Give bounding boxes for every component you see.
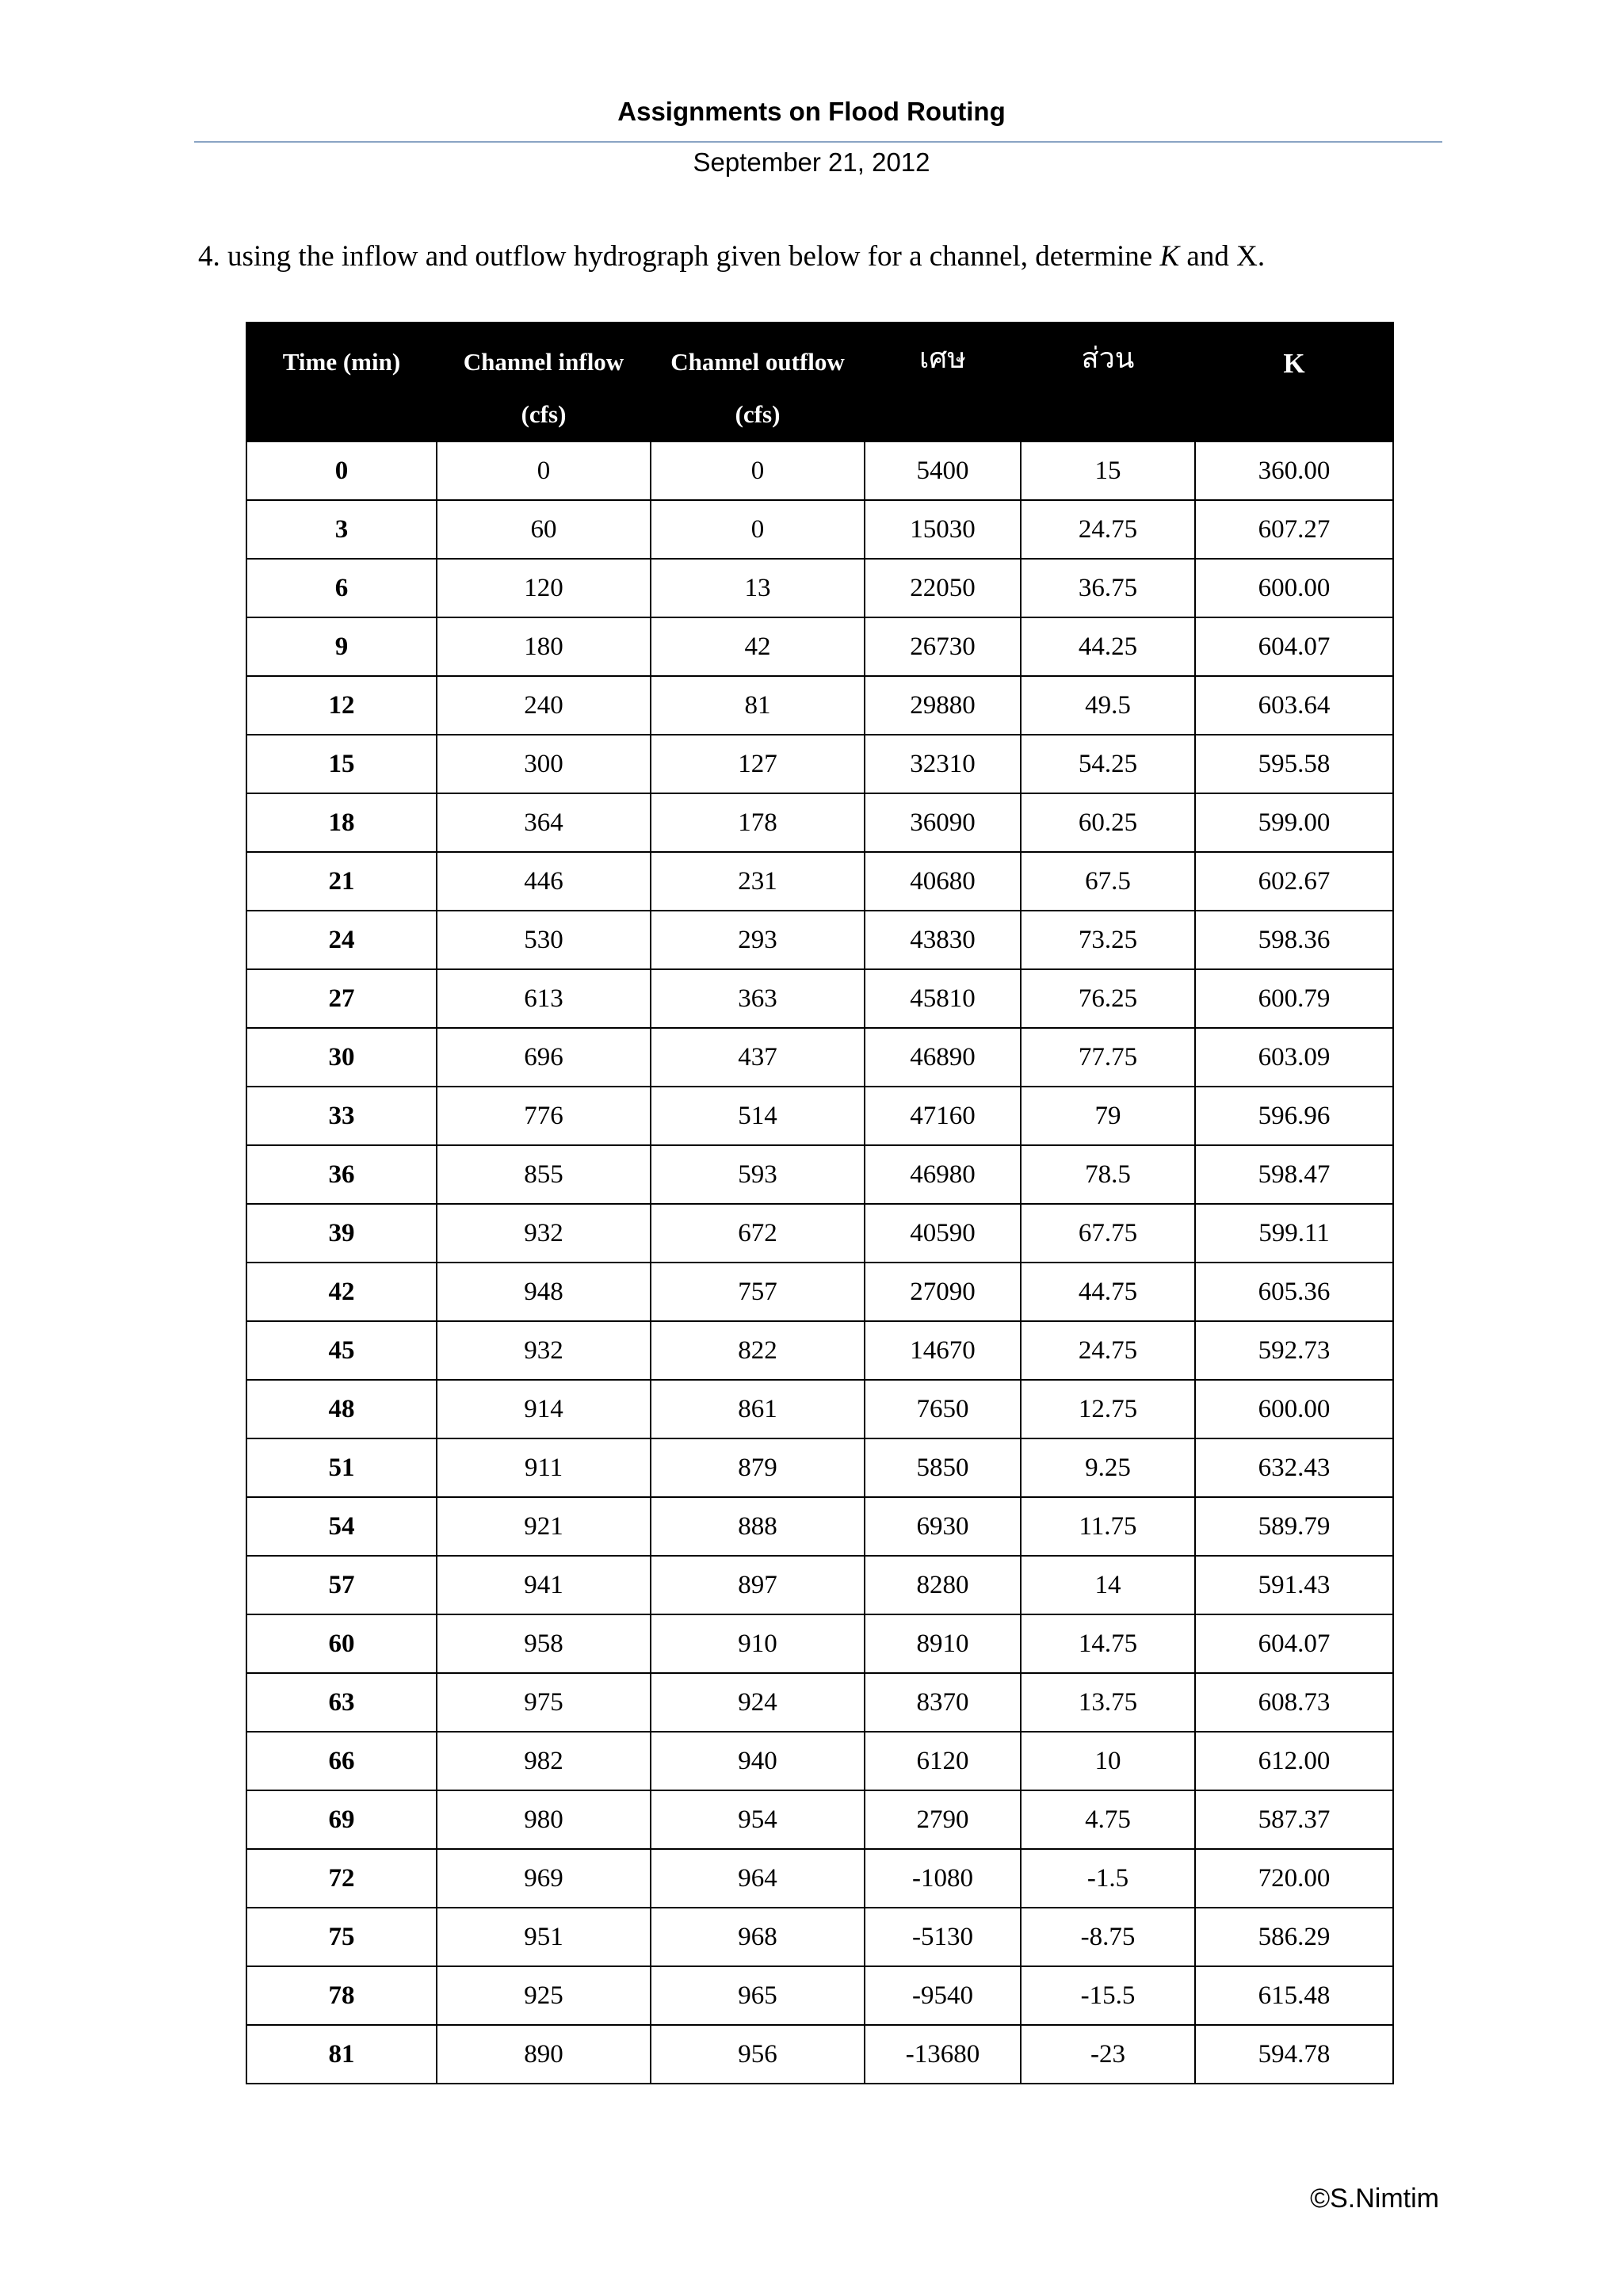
cell-denominator: 24.75 [1021, 500, 1195, 559]
table-row [246, 441, 1393, 500]
question-k-symbol: K [1159, 240, 1180, 273]
cell-k: 615.48 [1195, 1966, 1393, 2025]
cell-inflow: 980 [437, 1790, 651, 1849]
cell-denominator: -23 [1021, 2025, 1195, 2084]
cell-time: 30 [246, 1028, 437, 1087]
cell-denominator: 67.5 [1021, 852, 1195, 911]
cell-time: 6 [246, 559, 437, 617]
cell-inflow: 776 [437, 1087, 651, 1145]
table-row [246, 852, 1393, 911]
cell-numerator: -9540 [865, 1966, 1021, 2025]
column-header-inflow: Channel inflow (cfs) [437, 322, 651, 441]
cell-outflow: 954 [651, 1790, 865, 1849]
cell-inflow: 613 [437, 969, 651, 1028]
cell-numerator: 8370 [865, 1673, 1021, 1732]
cell-k: 587.37 [1195, 1790, 1393, 1849]
cell-inflow: 60 [437, 500, 651, 559]
cell-time: 69 [246, 1790, 437, 1849]
cell-outflow: 879 [651, 1438, 865, 1497]
cell-time: 18 [246, 793, 437, 852]
cell-numerator: 6930 [865, 1497, 1021, 1556]
cell-time: 78 [246, 1966, 437, 2025]
cell-time: 48 [246, 1380, 437, 1438]
header-divider [194, 141, 1442, 143]
cell-k: 608.73 [1195, 1673, 1393, 1732]
cell-time: 81 [246, 2025, 437, 2084]
cell-numerator: 27090 [865, 1263, 1021, 1321]
cell-outflow: 178 [651, 793, 865, 852]
cell-numerator: 40680 [865, 852, 1021, 911]
cell-denominator: 13.75 [1021, 1673, 1195, 1732]
cell-time: 12 [246, 676, 437, 735]
cell-numerator: 5400 [865, 441, 1021, 500]
cell-inflow: 925 [437, 1966, 651, 2025]
table-row [246, 1204, 1393, 1263]
cell-k: 612.00 [1195, 1732, 1393, 1790]
table-row [246, 969, 1393, 1028]
cell-numerator: 5850 [865, 1438, 1021, 1497]
cell-numerator: 14670 [865, 1321, 1021, 1380]
cell-k: 605.36 [1195, 1263, 1393, 1321]
cell-time: 57 [246, 1556, 437, 1614]
cell-numerator: 2790 [865, 1790, 1021, 1849]
cell-outflow: 861 [651, 1380, 865, 1438]
cell-inflow: 969 [437, 1849, 651, 1908]
cell-k: 604.07 [1195, 1614, 1393, 1673]
cell-denominator: -8.75 [1021, 1908, 1195, 1966]
cell-numerator: 47160 [865, 1087, 1021, 1145]
cell-numerator: -1080 [865, 1849, 1021, 1908]
cell-outflow: 672 [651, 1204, 865, 1263]
cell-numerator: 6120 [865, 1732, 1021, 1790]
cell-outflow: 897 [651, 1556, 865, 1614]
cell-inflow: 696 [437, 1028, 651, 1087]
cell-time: 51 [246, 1438, 437, 1497]
cell-inflow: 975 [437, 1673, 651, 1732]
table-row [246, 676, 1393, 735]
table-row [246, 1497, 1393, 1556]
cell-k: 600.00 [1195, 1380, 1393, 1438]
cell-denominator: 73.25 [1021, 911, 1195, 969]
cell-denominator: 54.25 [1021, 735, 1195, 793]
cell-numerator: 32310 [865, 735, 1021, 793]
cell-numerator: 46980 [865, 1145, 1021, 1204]
cell-k: 596.96 [1195, 1087, 1393, 1145]
cell-inflow: 921 [437, 1497, 651, 1556]
cell-inflow: 941 [437, 1556, 651, 1614]
cell-outflow: 514 [651, 1087, 865, 1145]
cell-outflow: 924 [651, 1673, 865, 1732]
cell-inflow: 180 [437, 617, 651, 676]
cell-time: 3 [246, 500, 437, 559]
table-row [246, 1908, 1393, 1966]
cell-time: 9 [246, 617, 437, 676]
cell-outflow: 965 [651, 1966, 865, 2025]
cell-numerator: 22050 [865, 559, 1021, 617]
cell-outflow: 956 [651, 2025, 865, 2084]
cell-outflow: 910 [651, 1614, 865, 1673]
cell-k: 589.79 [1195, 1497, 1393, 1556]
cell-denominator: 77.75 [1021, 1028, 1195, 1087]
table-row [246, 617, 1393, 676]
cell-denominator: 79 [1021, 1087, 1195, 1145]
cell-time: 0 [246, 441, 437, 500]
table-row [246, 1438, 1393, 1497]
cell-k: 586.29 [1195, 1908, 1393, 1966]
cell-numerator: -5130 [865, 1908, 1021, 1966]
cell-inflow: 300 [437, 735, 651, 793]
cell-outflow: 968 [651, 1908, 865, 1966]
cell-outflow: 0 [651, 441, 865, 500]
cell-outflow: 593 [651, 1145, 865, 1204]
cell-denominator: 10 [1021, 1732, 1195, 1790]
cell-denominator: 60.25 [1021, 793, 1195, 852]
cell-numerator: 15030 [865, 500, 1021, 559]
table-row [246, 735, 1393, 793]
table-row [246, 559, 1393, 617]
cell-k: 602.67 [1195, 852, 1393, 911]
cell-denominator: 44.75 [1021, 1263, 1195, 1321]
column-header-time: Time (min) [246, 322, 437, 441]
cell-inflow: 948 [437, 1263, 651, 1321]
cell-k: 600.00 [1195, 559, 1393, 617]
column-header-numerator: เศษ [865, 322, 1021, 441]
cell-time: 42 [246, 1263, 437, 1321]
table-row [246, 1790, 1393, 1849]
cell-k: 598.36 [1195, 911, 1393, 969]
table-row [246, 1087, 1393, 1145]
cell-time: 21 [246, 852, 437, 911]
cell-inflow: 951 [437, 1908, 651, 1966]
cell-time: 63 [246, 1673, 437, 1732]
cell-outflow: 888 [651, 1497, 865, 1556]
cell-outflow: 13 [651, 559, 865, 617]
cell-outflow: 127 [651, 735, 865, 793]
cell-numerator: 29880 [865, 676, 1021, 735]
cell-denominator: 49.5 [1021, 676, 1195, 735]
cell-k: 604.07 [1195, 617, 1393, 676]
cell-inflow: 932 [437, 1321, 651, 1380]
cell-denominator: 24.75 [1021, 1321, 1195, 1380]
cell-time: 33 [246, 1087, 437, 1145]
question-suffix: and X. [1179, 240, 1266, 273]
cell-k: 603.09 [1195, 1028, 1393, 1087]
cell-inflow: 0 [437, 441, 651, 500]
cell-outflow: 437 [651, 1028, 865, 1087]
cell-denominator: 67.75 [1021, 1204, 1195, 1263]
cell-inflow: 911 [437, 1438, 651, 1497]
cell-time: 45 [246, 1321, 437, 1380]
cell-inflow: 120 [437, 559, 651, 617]
cell-outflow: 940 [651, 1732, 865, 1790]
cell-k: 592.73 [1195, 1321, 1393, 1380]
cell-numerator: 46890 [865, 1028, 1021, 1087]
hydrograph-table [246, 322, 1394, 2084]
cell-inflow: 890 [437, 2025, 651, 2084]
cell-numerator: 8910 [865, 1614, 1021, 1673]
cell-k: 632.43 [1195, 1438, 1393, 1497]
table-row [246, 1145, 1393, 1204]
cell-denominator: -15.5 [1021, 1966, 1195, 2025]
cell-time: 60 [246, 1614, 437, 1673]
cell-outflow: 293 [651, 911, 865, 969]
table-row [246, 1849, 1393, 1908]
cell-time: 75 [246, 1908, 437, 1966]
cell-inflow: 914 [437, 1380, 651, 1438]
cell-denominator: 76.25 [1021, 969, 1195, 1028]
table-row [246, 1380, 1393, 1438]
table-row [246, 500, 1393, 559]
cell-k: 599.00 [1195, 793, 1393, 852]
cell-time: 15 [246, 735, 437, 793]
cell-k: 600.79 [1195, 969, 1393, 1028]
cell-k: 603.64 [1195, 676, 1393, 735]
cell-denominator: 12.75 [1021, 1380, 1195, 1438]
cell-k: 360.00 [1195, 441, 1393, 500]
cell-inflow: 958 [437, 1614, 651, 1673]
cell-outflow: 0 [651, 500, 865, 559]
table-row [246, 1321, 1393, 1380]
column-header-outflow: Channel outflow (cfs) [651, 322, 865, 441]
document-header-title: Assignments on Flood Routing [617, 97, 1006, 126]
table-body [246, 441, 1393, 2084]
document-date: September 21, 2012 [693, 147, 930, 177]
cell-inflow: 530 [437, 911, 651, 969]
table-row [246, 1614, 1393, 1673]
cell-denominator: 14.75 [1021, 1614, 1195, 1673]
cell-numerator: -13680 [865, 2025, 1021, 2084]
cell-outflow: 822 [651, 1321, 865, 1380]
cell-numerator: 8280 [865, 1556, 1021, 1614]
table-row [246, 1966, 1393, 2025]
cell-k: 598.47 [1195, 1145, 1393, 1204]
cell-denominator: 36.75 [1021, 559, 1195, 617]
cell-outflow: 964 [651, 1849, 865, 1908]
cell-time: 66 [246, 1732, 437, 1790]
cell-numerator: 26730 [865, 617, 1021, 676]
cell-inflow: 240 [437, 676, 651, 735]
column-header-denominator: ส่วน [1021, 322, 1195, 441]
cell-inflow: 982 [437, 1732, 651, 1790]
cell-outflow: 231 [651, 852, 865, 911]
cell-inflow: 364 [437, 793, 651, 852]
cell-time: 72 [246, 1849, 437, 1908]
cell-time: 27 [246, 969, 437, 1028]
table-header-row [246, 322, 1393, 441]
cell-k: 607.27 [1195, 500, 1393, 559]
table-row [246, 1263, 1393, 1321]
table-row [246, 1028, 1393, 1087]
cell-numerator: 40590 [865, 1204, 1021, 1263]
cell-k: 599.11 [1195, 1204, 1393, 1263]
table-row [246, 1556, 1393, 1614]
question-prefix: 4. using the inflow and outflow hydrograph given below for a channel, determine [198, 240, 1160, 273]
table-row [246, 911, 1393, 969]
cell-denominator: 15 [1021, 441, 1195, 500]
cell-denominator: 44.25 [1021, 617, 1195, 676]
cell-denominator: 11.75 [1021, 1497, 1195, 1556]
cell-inflow: 855 [437, 1145, 651, 1204]
cell-denominator: 78.5 [1021, 1145, 1195, 1204]
cell-time: 39 [246, 1204, 437, 1263]
cell-denominator: 4.75 [1021, 1790, 1195, 1849]
table-row [246, 1732, 1393, 1790]
copyright-footer: ©S.Nimtim [1310, 2183, 1439, 2214]
cell-outflow: 81 [651, 676, 865, 735]
cell-k: 720.00 [1195, 1849, 1393, 1908]
column-header-k: K [1195, 322, 1393, 441]
cell-outflow: 363 [651, 969, 865, 1028]
cell-numerator: 45810 [865, 969, 1021, 1028]
cell-inflow: 932 [437, 1204, 651, 1263]
cell-k: 595.58 [1195, 735, 1393, 793]
cell-k: 591.43 [1195, 1556, 1393, 1614]
cell-denominator: 9.25 [1021, 1438, 1195, 1497]
cell-inflow: 446 [437, 852, 651, 911]
cell-denominator: -1.5 [1021, 1849, 1195, 1908]
question-text [198, 239, 1265, 273]
cell-time: 54 [246, 1497, 437, 1556]
cell-time: 24 [246, 911, 437, 969]
cell-denominator: 14 [1021, 1556, 1195, 1614]
table-row [246, 1673, 1393, 1732]
table-row [246, 793, 1393, 852]
table-row [246, 2025, 1393, 2084]
cell-outflow: 42 [651, 617, 865, 676]
cell-numerator: 36090 [865, 793, 1021, 852]
cell-outflow: 757 [651, 1263, 865, 1321]
cell-time: 36 [246, 1145, 437, 1204]
cell-k: 594.78 [1195, 2025, 1393, 2084]
cell-numerator: 7650 [865, 1380, 1021, 1438]
cell-numerator: 43830 [865, 911, 1021, 969]
